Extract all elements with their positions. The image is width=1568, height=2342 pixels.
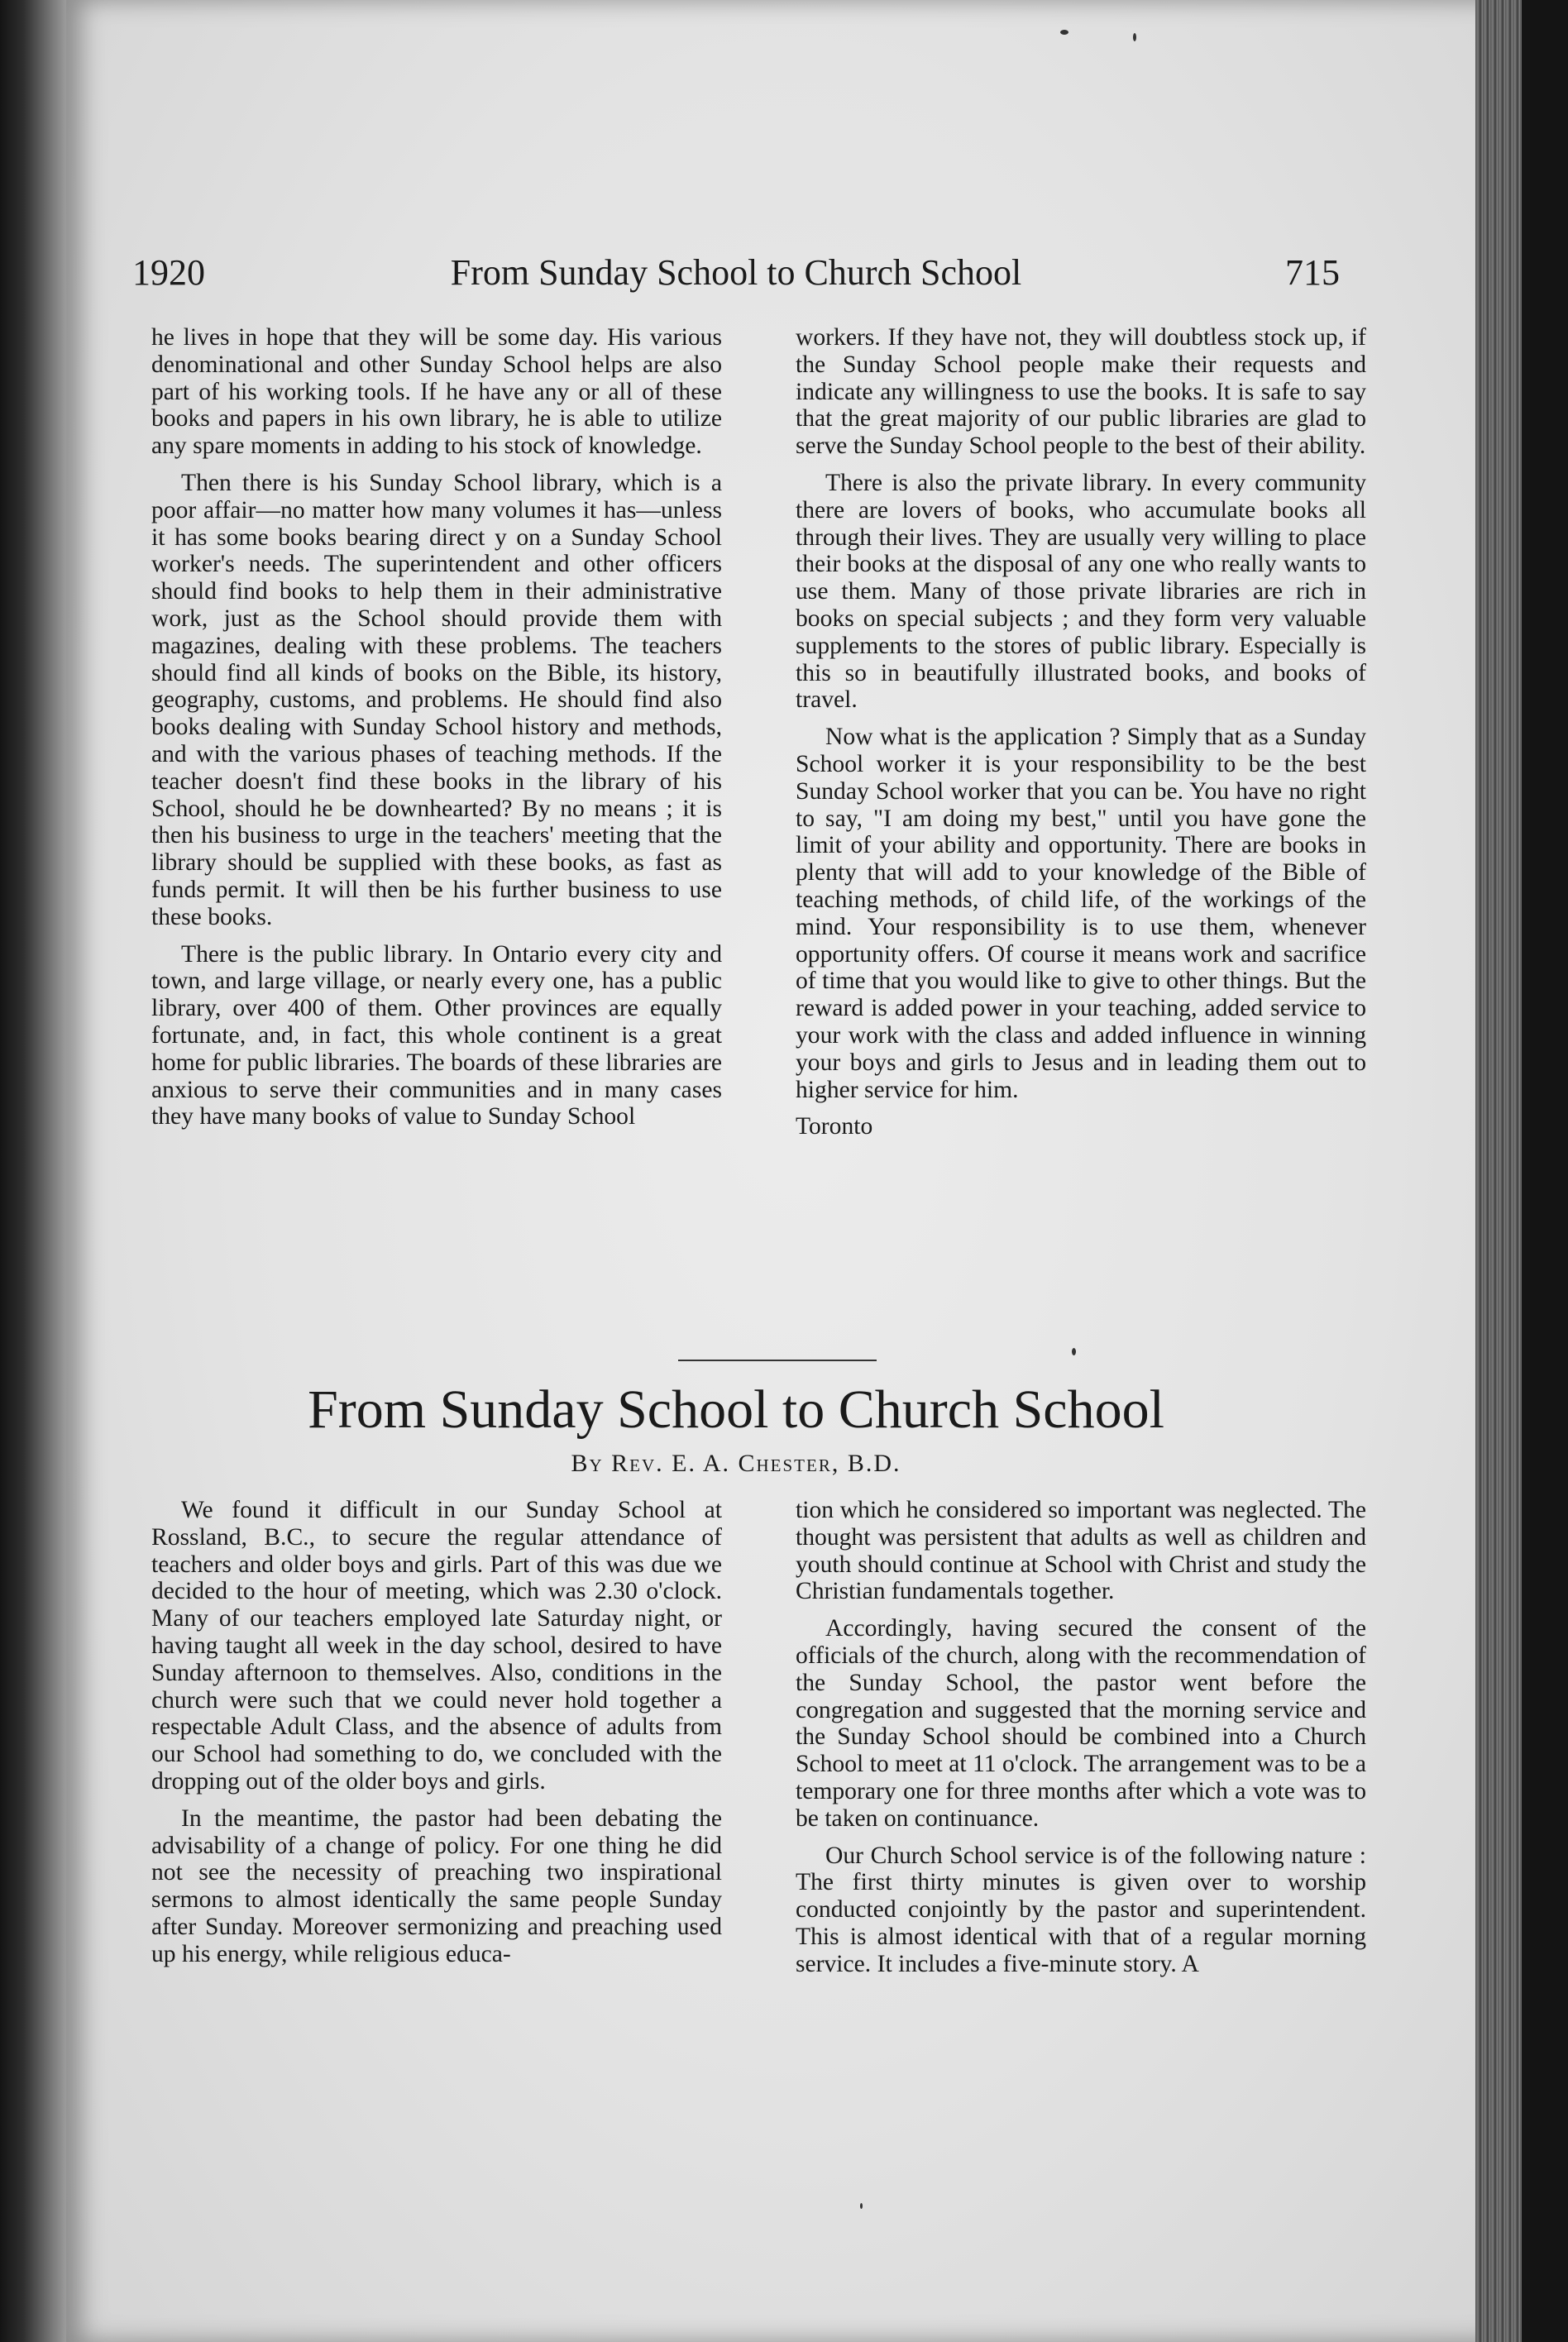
paragraph: Then there is his Sunday School library, which is a poor affair—no matter how many volumes it has—unless it has some books bearing direct y on a Sunday School worker's needs. The superintendent and other officers should find books to help them in their administrative work, just as the School should provide them with magazines, dealing with these problems. The teachers should find all kinds of books on the Bible, its history, geography, customs, and problems. He should find also books dealing with Sunday School history and methods, and with the various phases of teaching methods. If the teacher doesn't find these books in the library of his School, should he be downhearted? By no means ; it is then his business to urge in the teachers' meeting that the library should be supplied with these books, as fast as funds permit. It will then be his further business to use these books.: [151, 469, 722, 930]
bottom-right-column: [796, 1497, 1366, 1988]
page-number: 715: [1285, 252, 1340, 293]
top-right-column: [796, 324, 1366, 1150]
paragraph: We found it difficult in our Sunday School at Rossland, B.C., to secure the regular attendance of teachers and older boys and girls. Part of this was due we decided to the hour of meeting, which was 2.30 o'clock. Many of our teachers employed late Saturday night, or having taught all week in the day school, desired to have Sunday afternoon to themselves. Also, conditions in the church were such that we could never hold together a respectable Adult Class, and the absence of adults from our School had something to do, we concluded with the dropping out of the older boys and girls.: [151, 1497, 722, 1795]
paragraph: In the meantime, the pastor had been debating the advisability of a change of policy. For one thing he did not see the necessity of preaching two inspirational sermons to almost identically the same people Sunday after Sunday. Moreover sermonizing and preaching used up his energy, while religious educa-: [151, 1804, 722, 1967]
paragraph: There is also the private library. In every community there are lovers of books, who accumulate books all through their lives. They are usually very willing to place their books at the disposal of any one who really wants to use them. Many of those private libraries are rich in books on special subjects ; and they form very valuable supplements to the stores of public library. Especially is this so in beautifully illustrated books, and books of travel.: [796, 469, 1366, 714]
paragraph: he lives in hope that they will be some day. His various denominational and other Sunday School helps are also part of his working tools. If he have any or all of these books and papers in his own library, he is able to utilize any spare moments in adding to his stock of knowledge.: [151, 324, 722, 460]
paragraph: workers. If they have not, they will doubtless stock up, if the Sunday School people make their requests and indicate any willingness to use the books. It is safe to say that the great majority of our public libraries are glad to serve the Sunday School people to the best of their ability.: [796, 324, 1366, 460]
bottom-left-column: [151, 1497, 722, 1978]
running-head-title: From Sunday School to Church School: [450, 252, 1022, 293]
book-spine-shadow: [0, 0, 66, 2342]
paragraph: Accordingly, having secured the consent of the officials of the church, along with the recommendation of the Sunday School, the pastor went before the congregation and suggested that the morning service and the Sunday School should be combined into a Church School to meet at 11 o'clock. The arrangement was to be a temporary one for three months after which a vote was to be taken on continuance.: [796, 1615, 1366, 1832]
paragraph: Our Church School service is of the following nature : The first thirty minutes is given over to worship conducted conjointly by the pastor and superintendent. This is almost identical with that of a regular morning service. It includes a five-minute story. A: [796, 1842, 1366, 1977]
paragraph: There is the public library. In Ontario every city and town, and large village, or nearly every one, has a public library, over 400 of them. Other provinces are equally fortunate, and, in fact, this whole continent is a great home for public libraries. The boards of these libraries are anxious to serve their communities and in many cases they have many books of value to Sunday School: [151, 940, 722, 1130]
article-byline: By Rev. E. A. Chester, B.D.: [571, 1450, 901, 1477]
running-head-year: 1920: [132, 252, 205, 293]
top-left-column: [151, 324, 722, 1140]
speck: [1133, 33, 1136, 41]
signature-location: Toronto: [796, 1113, 873, 1140]
article-title: From Sunday School to Church School: [308, 1379, 1164, 1440]
running-head: [132, 248, 1340, 298]
speck: [1072, 1348, 1076, 1355]
scan-background: [1522, 0, 1568, 2342]
page-edge-stack: [1475, 0, 1522, 2342]
paragraph: Now what is the application ? Simply that as a Sunday School worker it is your responsibility to be the best Sunday School worker that you can be. You have no right to say, "I am doing my best," until you have gone the limit of your ability and opportunity. There are books in plenty that will add to your knowledge of the Bible of teaching methods, of child life, of the workings of the mind. Your responsibility is to use them, whenever opportunity offers. Of course it means work and sacrifice of time that you would like to give to other things. But the reward is added power in your teaching, added service to your work with the class and added influence in winning your boys and girls to Jesus and in leading them out to higher service for him.: [796, 724, 1366, 1103]
speck: [860, 2203, 863, 2209]
section-divider: [678, 1360, 877, 1361]
paragraph: tion which he considered so important was neglected. The thought was persistent that adults as well as children and youth should continue at School with Christ and study the Christian fundamentals together.: [796, 1497, 1366, 1605]
speck: [1060, 30, 1068, 35]
